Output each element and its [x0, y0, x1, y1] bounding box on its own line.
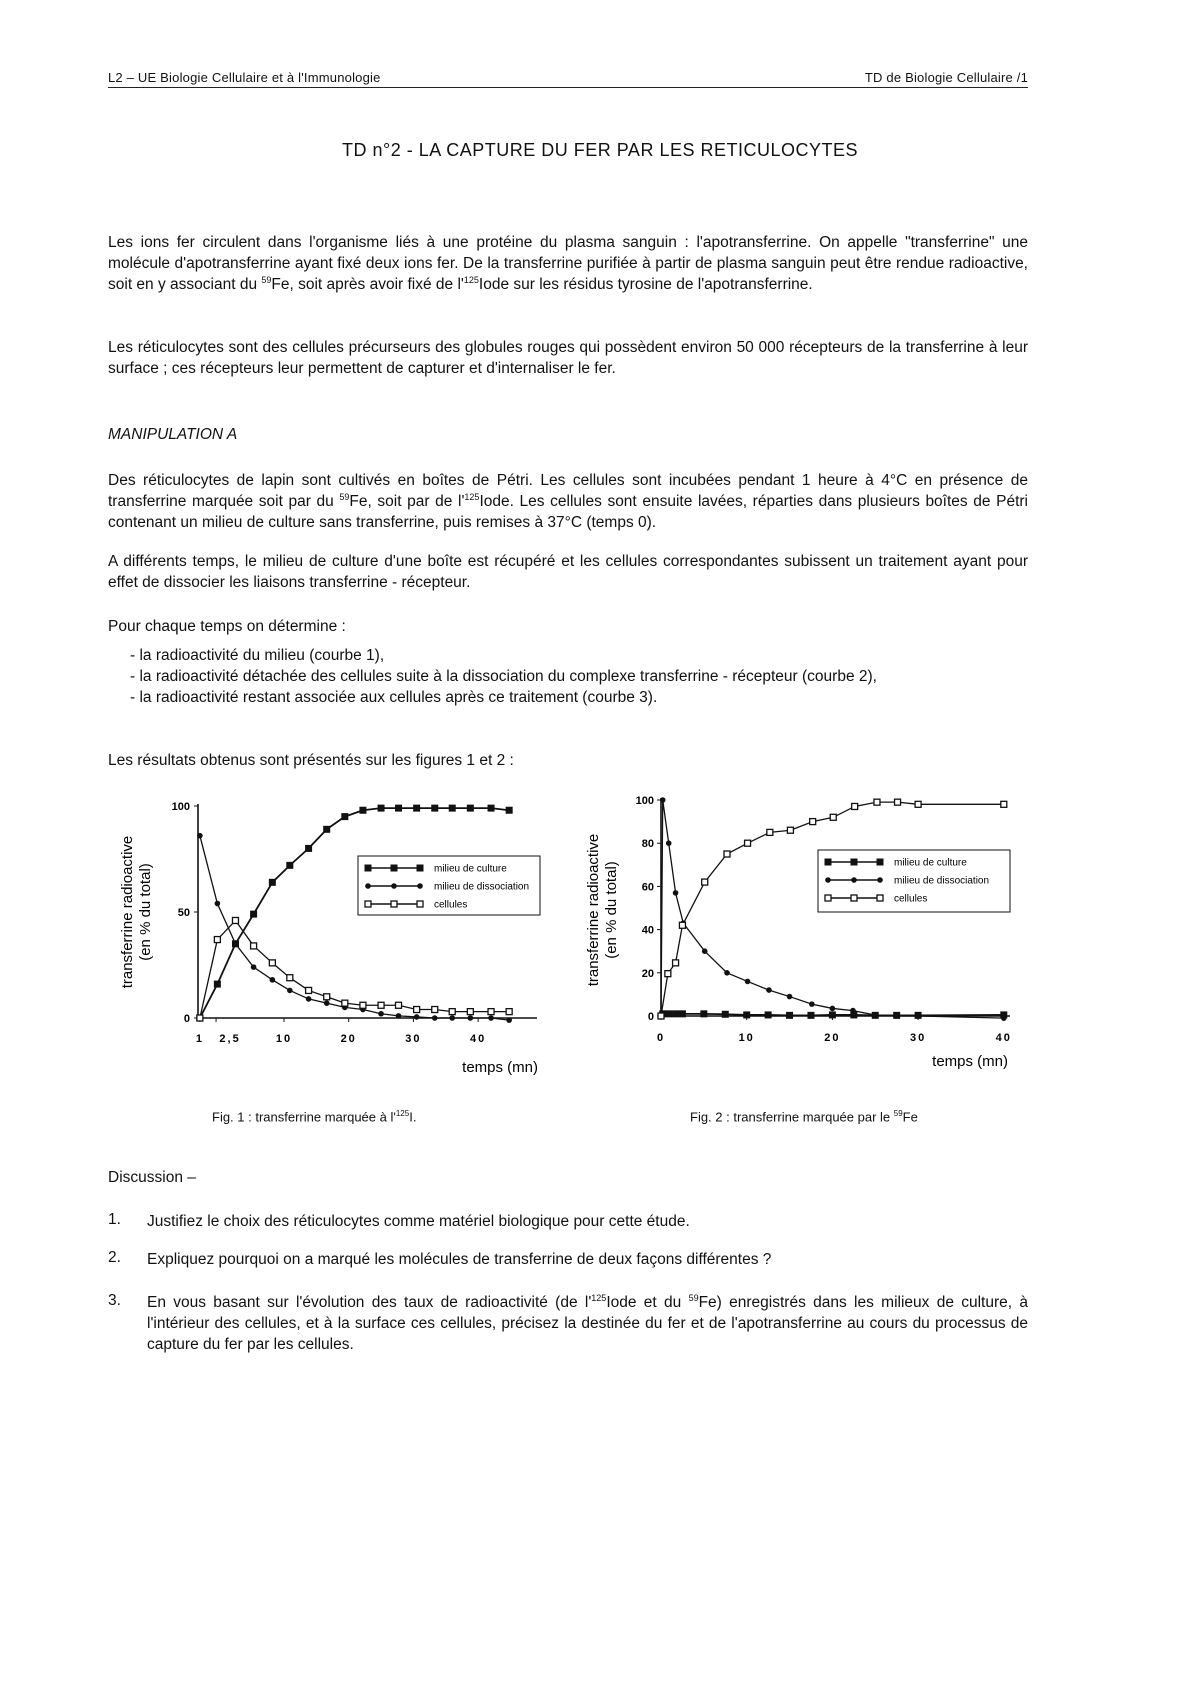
data-point [324, 1000, 330, 1006]
header-right: TD de Biologie Cellulaire /1 [864, 70, 1028, 85]
data-point [360, 1002, 366, 1008]
legend-marker [851, 877, 857, 883]
data-point [431, 805, 438, 812]
superscript: 59 [339, 491, 350, 502]
data-point [305, 845, 312, 852]
data-point [660, 797, 666, 803]
legend-marker [365, 883, 371, 889]
data-point [250, 911, 257, 918]
data-point [287, 988, 293, 994]
x-tick-label: 0 [656, 1032, 666, 1044]
data-point [359, 807, 366, 814]
legend-label: cellules [894, 893, 928, 905]
text: En vous basant sur l'évolution des taux de radioactivité (de l' [147, 1294, 592, 1311]
legend-marker [417, 883, 423, 889]
data-point [414, 1014, 420, 1020]
list-item: - la radioactivité restant associée aux cellules après ce traitement (courbe 3). [130, 689, 658, 706]
data-point [506, 1009, 512, 1015]
y-tick-label: 100 [635, 795, 654, 807]
data-point [673, 960, 679, 966]
text: Les ions fer circulent dans l'organisme liés à une protéine du plasma sanguin : l'apotransferrine. On appelle "transferrine" une molécule d'apotransferrine ayant fixé deux ions fer. De la transferrine purifiée à partir de plasma sanguin peut être rendue radioactive, soit en y associant du [108, 234, 1028, 293]
text: Iode sur les résidus tyrosine de l'apotransferrine. [478, 276, 813, 293]
data-point [915, 801, 921, 807]
question-number: 1. [108, 1211, 121, 1228]
data-point [765, 1011, 772, 1018]
y-tick-label: 80 [641, 838, 654, 851]
data-point [251, 964, 257, 970]
legend-marker [391, 901, 397, 907]
figure-1-caption [212, 1109, 416, 1124]
data-point [787, 994, 793, 1000]
text: Fe, soit par de l' [349, 493, 465, 510]
text: Fe, soit après avoir fixé de l' [271, 276, 464, 293]
data-point [1001, 1015, 1007, 1021]
y-axis-label: transferrine radioactive [119, 835, 136, 989]
question-number: 2. [108, 1249, 121, 1266]
data-point [872, 1012, 878, 1018]
data-point [830, 1006, 836, 1012]
superscript: 125 [591, 1292, 607, 1303]
data-point [414, 1007, 420, 1013]
data-point [467, 805, 474, 812]
x-tick-label: 20 [340, 1033, 357, 1045]
data-point [852, 803, 858, 809]
data-point [197, 1015, 203, 1021]
data-point [1001, 801, 1007, 807]
manipulation-paragraph-2: A différents temps, le milieu de culture d'une boîte est récupéré et les cellules correspondantes subissent un traitement ayant pour effet de dissocier les liaisons transferrine - récepteur. [108, 553, 1028, 591]
data-point [286, 862, 293, 869]
data-point [743, 1011, 750, 1018]
legend-marker [877, 895, 883, 901]
data-point [915, 1013, 921, 1019]
data-point [323, 826, 330, 833]
question-2: Expliquez pourquoi on a marqué les molécules de transferrine de deux façons différentes ? [147, 1251, 772, 1268]
legend-marker [417, 865, 424, 872]
legend-marker [825, 877, 831, 883]
results-intro: Les résultats obtenus sont présentés sur les figures 1 et 2 : [108, 752, 514, 769]
data-point [766, 987, 772, 993]
text: I. [409, 1109, 417, 1125]
data-point [341, 813, 348, 820]
legend-marker [365, 901, 371, 907]
data-point [232, 917, 238, 923]
y-tick-label: 0 [183, 1013, 190, 1025]
data-point [270, 977, 276, 983]
text: Fe) enregistrés dans les milieux de culture, à l'intérieur des cellules, et à la surface ces cellules, précisez la destinée du fer et de l'apotransferrine au cours du processus de capture du fer par les cellules. [147, 1294, 1028, 1353]
data-point [467, 1009, 473, 1015]
legend-marker [391, 865, 398, 872]
text: Fig. 1 : transferrine marquée à l' [212, 1109, 396, 1125]
text: Fe [902, 1109, 918, 1125]
data-point [378, 1002, 384, 1008]
superscript: 125 [395, 1109, 410, 1118]
question-number: 3. [108, 1292, 121, 1309]
data-point [342, 1000, 348, 1006]
legend-label: milieu de culture [434, 863, 507, 875]
data-point [251, 943, 257, 949]
legend-marker [851, 859, 858, 866]
x-tick-label: 2,5 [219, 1033, 241, 1045]
data-point [787, 827, 793, 833]
data-point [829, 1011, 836, 1018]
y-tick-label: 100 [171, 801, 190, 813]
x-tick-label: 40 [995, 1032, 1012, 1044]
legend-marker [877, 859, 884, 866]
data-point [893, 1013, 899, 1019]
question-3 [147, 1292, 1028, 1355]
data-point [665, 1010, 672, 1017]
section-heading: MANIPULATION A [108, 426, 238, 443]
superscript: 59 [261, 274, 272, 285]
data-point [724, 851, 730, 857]
data-point [287, 975, 293, 981]
data-point [810, 819, 816, 825]
data-point [807, 1012, 814, 1019]
data-point [468, 1015, 474, 1021]
text: Fig. 2 : transferrine marquée par le [690, 1109, 894, 1125]
data-point [702, 879, 708, 885]
legend-label: milieu de dissociation [434, 881, 530, 893]
legend-marker [391, 883, 397, 889]
data-point [449, 805, 456, 812]
data-point [269, 960, 275, 966]
legend-label: cellules [434, 899, 468, 911]
data-point [724, 970, 730, 976]
data-point [488, 1015, 494, 1021]
y-tick-label: 60 [641, 881, 654, 894]
text: Des réticulocytes de lapin sont cultivés en boîtes de Pétri. Les cellules sont incubées pendant 1 heure à 4°C en présence de transferrine marquée soit par du [108, 472, 1028, 510]
data-point [449, 1015, 455, 1021]
legend-marker [877, 877, 883, 883]
discussion-heading: Discussion – [108, 1169, 196, 1186]
data-point [506, 807, 513, 814]
x-tick-label: 40 [469, 1033, 487, 1045]
legend-marker [825, 895, 831, 901]
data-point [830, 814, 836, 820]
y-tick-label: 40 [641, 924, 654, 937]
data-point [395, 805, 402, 812]
list-item: - la radioactivité du milieu (courbe 1), [130, 647, 385, 664]
y-tick-label: 20 [641, 967, 654, 980]
data-point [215, 901, 221, 907]
data-point [665, 971, 671, 977]
data-point [214, 981, 221, 988]
data-point [432, 1015, 438, 1021]
superscript: 59 [893, 1109, 903, 1118]
data-point [413, 805, 420, 812]
x-tick-label: 10 [275, 1033, 293, 1045]
superscript: 125 [464, 491, 480, 502]
superscript: 125 [463, 274, 479, 285]
data-point [673, 890, 679, 896]
y-axis-label: transferrine radioactive [585, 833, 602, 987]
y-axis-label-unit: (en % du total) [603, 861, 620, 959]
y-tick-label: 50 [177, 907, 190, 919]
data-point [679, 922, 685, 928]
text: Iode. Les cellules sont ensuite lavées, réparties dans plusieurs boîtes de Pétri contenant un milieu de culture sans transferrine, puis remises à 37°C (temps 0). [108, 493, 1028, 531]
series-line-2 [200, 920, 509, 1018]
legend-marker [825, 859, 832, 866]
figure-2-caption [690, 1109, 918, 1124]
data-point [895, 799, 901, 805]
data-point [396, 1002, 402, 1008]
data-point [809, 1001, 815, 1007]
data-point [874, 799, 880, 805]
data-point [488, 1009, 494, 1015]
x-tick-label: 30 [405, 1033, 422, 1045]
question-1: Justifiez le choix des réticulocytes comme matériel biologique pour cette étude. [147, 1213, 690, 1230]
x-tick-label: 1 [195, 1033, 204, 1045]
data-point [850, 1008, 856, 1014]
data-point [666, 840, 672, 846]
superscript: 59 [688, 1292, 699, 1303]
data-point [306, 996, 312, 1002]
legend-marker [417, 901, 423, 907]
list-item: - la radioactivité détachée des cellules suite à la dissociation du complexe transferrine - récepteur (courbe 2), [130, 668, 877, 685]
data-point [378, 1011, 384, 1017]
data-point [786, 1012, 793, 1019]
page-title: TD n°2 - LA CAPTURE DU FER PAR LES RETICULOCYTES [342, 140, 858, 160]
data-point [396, 1013, 402, 1019]
data-point [449, 1009, 455, 1015]
data-point [233, 941, 239, 947]
text: Iode et du [606, 1294, 689, 1311]
header-left: L2 – UE Biologie Cellulaire et à l'Immunologie [108, 70, 381, 85]
data-point [378, 805, 385, 812]
data-point [700, 1010, 707, 1017]
data-point [679, 1010, 686, 1017]
data-point [702, 948, 708, 954]
x-tick-label: 10 [738, 1032, 755, 1044]
x-axis-label: temps (mn) [462, 1059, 538, 1076]
data-point [324, 994, 330, 1000]
data-point [488, 805, 495, 812]
x-axis-label: temps (mn) [932, 1053, 1008, 1070]
data-point [214, 937, 220, 943]
legend-label: milieu de dissociation [894, 875, 990, 887]
legend-label: milieu de culture [894, 857, 967, 869]
legend-marker [365, 865, 372, 872]
data-point [506, 1017, 512, 1023]
data-point [745, 979, 751, 985]
data-point [745, 840, 751, 846]
data-point [767, 829, 773, 835]
data-point [269, 879, 276, 886]
data-point [432, 1007, 438, 1013]
data-point [306, 987, 312, 993]
y-axis-label-unit: (en % du total) [137, 863, 154, 961]
data-point [197, 833, 203, 839]
data-point [658, 1013, 664, 1019]
legend-marker [851, 895, 857, 901]
y-tick-label: 0 [647, 1011, 654, 1023]
intro-paragraph-2: Les réticulocytes sont des cellules précurseurs des globules rouges qui possèdent environ 50 000 récepteurs de la transferrine à leur surface ; ces récepteurs leur permettent de capturer et d'internaliser le fer. [108, 339, 1028, 377]
manipulation-paragraph-3: Pour chaque temps on détermine : [108, 618, 346, 635]
x-tick-label: 30 [909, 1032, 927, 1044]
x-tick-label: 20 [824, 1032, 841, 1044]
data-point [722, 1011, 729, 1018]
data-point [672, 1010, 679, 1017]
